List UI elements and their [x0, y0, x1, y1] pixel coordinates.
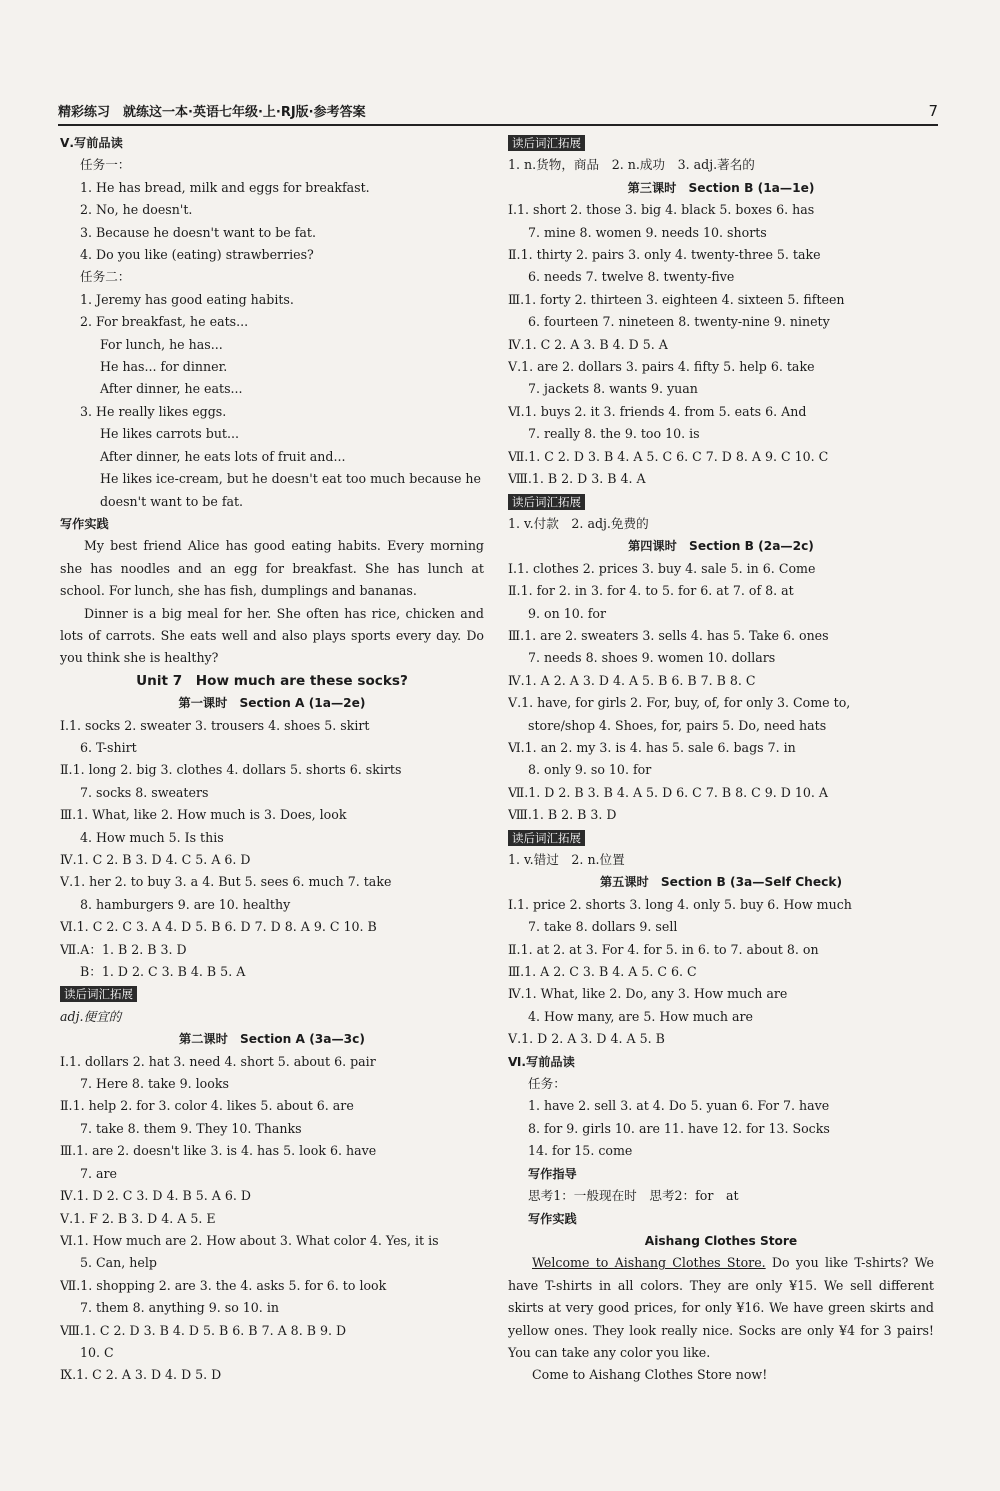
task-label: 任务一：	[80, 157, 131, 173]
vocab-tag: 读后词汇拓展	[508, 494, 585, 510]
answer-line: Ⅲ.1. A 2. C 3. B 4. A 5. C 6. C	[508, 964, 697, 980]
answer-line: 7. socks 8. sweaters	[80, 784, 209, 800]
lesson1-answers	[60, 715, 484, 984]
answer-line: Ⅶ.1. shopping 2. are 3. the 4. asks 5. for 6. to look	[60, 1277, 387, 1293]
answer-line: 7. mine 8. women 9. needs 10. shorts	[528, 224, 767, 240]
answer-line: 10. C	[80, 1344, 114, 1360]
answer-line: After dinner, he eats lots of fruit and...	[100, 448, 346, 464]
lesson2-answers	[60, 1051, 484, 1387]
lesson5-answers	[508, 894, 934, 1051]
answer-line: 5. Can, help	[80, 1255, 157, 1271]
right-column	[508, 132, 934, 1387]
answer-line: Ⅱ.1. at 2. at 3. For 4. for 5. in 6. to 7. about 8. on	[508, 941, 819, 957]
answer-line: Ⅰ.1. socks 2. sweater 3. trousers 4. shoes 5. skirt	[60, 717, 370, 733]
section-heading: Ⅴ.写前品读	[60, 136, 123, 150]
answer-line: store/shop 4. Shoes, for, pairs 5. Do, need hats	[528, 717, 827, 733]
answer-line: 4. How much 5. Is this	[80, 829, 224, 845]
task-label: 任务二：	[80, 269, 131, 285]
vocab-line: 1. n.货物，商品 2. n.成功 3. adj.著名的	[508, 157, 755, 173]
answer-line: 1. He has bread, milk and eggs for breakfast.	[80, 179, 370, 195]
essay-paragraph: My best friend Alice has good eating habits. Every morning she has noodles and an egg for breakfast. She has lunch at school. For lunch, she has fish, dumplings and bananas.	[60, 538, 484, 599]
essay-closing: Come to Aishang Clothes Store now!	[532, 1367, 768, 1383]
vocab-tag: 读后词汇拓展	[60, 986, 137, 1002]
essay-title: Aishang Clothes Store	[644, 1233, 798, 1248]
answer-line: 9. on 10. for	[528, 605, 607, 621]
answer-line: Ⅱ.1. thirty 2. pairs 3. only 4. twenty-three 5. take	[508, 247, 821, 263]
answer-line: 6. T-shirt	[80, 739, 137, 755]
answer-line: Ⅳ.1. D 2. C 3. D 4. B 5. A 6. D	[60, 1188, 251, 1204]
answer-line: Ⅵ.1. C 2. C 3. A 4. D 5. B 6. D 7. D 8. A 9. C 10. B	[60, 919, 377, 935]
page-header	[58, 100, 938, 126]
answer-line: 3. Because he doesn't want to be fat.	[80, 224, 316, 240]
answer-line: Ⅰ.1. price 2. shorts 3. long 4. only 5. buy 6. How much	[508, 896, 852, 912]
page-number: 7	[928, 102, 938, 120]
answer-line: 3. He really likes eggs.	[80, 403, 227, 419]
answer-line: Ⅷ.1. B 2. B 3. D	[508, 807, 617, 823]
answer-line: Ⅵ.1. buys 2. it 3. friends 4. from 5. eats 6. And	[508, 403, 807, 419]
answer-line: Ⅰ.1. clothes 2. prices 3. buy 4. sale 5. in 6. Come	[508, 560, 816, 576]
essay-text: Do you like T-shirts? We have T-shirts in all colors. They are only ¥15. We sell different skirts at very good prices, for only ¥16. We have green skirts and yellow ones. They look really nice. Socks are only ¥4 for 3 pairs! You can take any color you like.	[508, 1255, 934, 1360]
header-title: 精彩练习 就练这一本·英语七年级·上·RJ版·参考答案	[58, 105, 366, 120]
answer-line: Ⅶ.1. D 2. B 3. B 4. A 5. D 6. C 7. B 8. C 9. D 10. A	[508, 784, 829, 800]
answer-line: 7. them 8. anything 9. so 10. in	[80, 1300, 279, 1316]
answer-line: For lunch, he has...	[100, 336, 223, 352]
answer-line: Ⅴ.1. are 2. dollars 3. pairs 4. fifty 5. help 6. take	[508, 359, 815, 375]
answer-line: 4. How many, are 5. How much are	[528, 1008, 753, 1024]
lesson4-answers	[508, 558, 934, 827]
vocab-tag: 读后词汇拓展	[508, 135, 585, 151]
answer-line: Ⅱ.1. for 2. in 3. for 4. to 5. for 6. at 7. of 8. at	[508, 583, 794, 599]
guide-heading: 写作指导	[528, 1166, 577, 1181]
answer-line: Ⅱ.1. long 2. big 3. clothes 4. dollars 5. shorts 6. skirts	[60, 762, 402, 778]
answer-line: 7. really 8. the 9. too 10. is	[528, 426, 700, 442]
answer-line: After dinner, he eats...	[100, 381, 243, 397]
answer-line: 1. have 2. sell 3. at 4. Do 5. yuan 6. For 7. have	[528, 1098, 830, 1114]
answer-line: 7. jackets 8. wants 9. yuan	[528, 381, 698, 397]
answer-line: Ⅰ.1. dollars 2. hat 3. need 4. short 5. about 6. pair	[60, 1053, 376, 1069]
answer-line: 8. only 9. so 10. for	[528, 762, 652, 778]
answer-line: 6. fourteen 7. nineteen 8. twenty-nine 9. ninety	[528, 314, 830, 330]
lesson-title: 第一课时 Section A (1a—2e)	[178, 696, 366, 711]
answer-line: doesn't want to be fat.	[100, 493, 244, 509]
lesson-title: 第五课时 Section B (3a—Self Check)	[599, 875, 843, 890]
answer-line: 7. take 8. them 9. They 10. Thanks	[80, 1120, 302, 1136]
answer-line: 7. take 8. dollars 9. sell	[528, 919, 678, 935]
answer-line: 7. Here 8. take 9. looks	[80, 1076, 229, 1092]
answer-line: He likes carrots but...	[100, 426, 239, 442]
answer-line: Ⅰ.1. short 2. those 3. big 4. black 5. boxes 6. has	[508, 202, 815, 218]
answer-line: Ⅴ.1. have, for girls 2. For, buy, of, for only 3. Come to,	[508, 695, 851, 711]
section-heading: Ⅵ.写前品读	[508, 1054, 575, 1069]
answer-line: He likes ice-cream, but he doesn't eat too much because he	[100, 471, 481, 487]
answer-line: 7. needs 8. shoes 9. women 10. dollars	[528, 650, 776, 666]
answer-line: Ⅸ.1. C 2. A 3. D 4. D 5. D	[60, 1367, 222, 1383]
essay-paragraph	[508, 1252, 934, 1364]
answer-line: 8. hamburgers 9. are 10. healthy	[80, 896, 291, 912]
answer-line: Ⅴ.1. her 2. to buy 3. a 4. But 5. sees 6. much 7. take	[60, 874, 392, 890]
answer-line: Ⅲ.1. forty 2. thirteen 3. eighteen 4. sixteen 5. fifteen	[508, 291, 845, 307]
answer-line: Ⅳ.1. A 2. A 3. D 4. A 5. B 6. B 7. B 8. C	[508, 672, 756, 688]
answer-line: 14. for 15. come	[528, 1143, 633, 1159]
answer-line: Ⅷ.1. C 2. D 3. B 4. D 5. B 6. B 7. A 8. B 9. D	[60, 1322, 347, 1338]
answer-line: 2. For breakfast, he eats...	[80, 314, 249, 330]
answer-line: Ⅲ.1. What, like 2. How much is 3. Does, look	[60, 807, 347, 823]
answer-line: 7. are	[80, 1165, 118, 1181]
answer-line: He has... for dinner.	[100, 359, 228, 375]
answer-line: Ⅴ.1. D 2. A 3. D 4. A 5. B	[508, 1031, 665, 1047]
vocab-line: 1. v.付款 2. adj.免费的	[508, 515, 649, 531]
guide-line: 思考1：一般现在时 思考2：for at	[528, 1188, 739, 1204]
lesson-title: 第三课时 Section B (1a—1e)	[627, 180, 815, 195]
essay-underlined: Welcome to Aishang Clothes Store.	[532, 1255, 766, 1271]
answer-line: 1. Jeremy has good eating habits.	[80, 291, 294, 307]
answer-line: 2. No, he doesn't.	[80, 202, 193, 218]
answer-line: 8. for 9. girls 10. are 11. have 12. for 13. Socks	[528, 1120, 830, 1136]
answer-line: Ⅲ.1. are 2. doesn't like 3. is 4. has 5. look 6. have	[60, 1143, 377, 1159]
answer-line: Ⅴ.1. F 2. B 3. D 4. A 5. E	[60, 1210, 216, 1226]
answer-line: Ⅳ.1. C 2. A 3. B 4. D 5. A	[508, 336, 668, 352]
answer-line: Ⅳ.1. What, like 2. Do, any 3. How much are	[508, 986, 788, 1002]
answer-line: Ⅶ.A：1. B 2. B 3. D	[60, 941, 187, 957]
answer-line: 6. needs 7. twelve 8. twenty-five	[528, 269, 735, 285]
vocab-line: 1. v.错过 2. n.位置	[508, 852, 625, 867]
lesson3-answers	[508, 199, 934, 490]
answer-line: 4. Do you like (eating) strawberries?	[80, 247, 314, 263]
lesson-title: 第四课时 Section B (2a—2c)	[628, 539, 814, 554]
answer-line: Ⅵ.1. How much are 2. How about 3. What color 4. Yes, it is	[60, 1232, 439, 1248]
lesson-title: 第二课时 Section A (3a—3c)	[179, 1032, 365, 1047]
answer-line: Ⅳ.1. C 2. B 3. D 4. C 5. A 6. D	[60, 852, 251, 867]
answer-line: Ⅶ.1. C 2. D 3. B 4. A 5. C 6. C 7. D 8. A 9. C 10. C	[508, 448, 829, 464]
vocab-line: adj.便宜的	[60, 1008, 122, 1024]
answer-line: B：1. D 2. C 3. B 4. B 5. A	[80, 964, 246, 980]
task-label: 任务：	[528, 1076, 566, 1092]
vocab-tag: 读后词汇拓展	[508, 830, 585, 846]
answer-line: Ⅵ.1. an 2. my 3. is 4. has 5. sale 6. bags 7. in	[508, 739, 796, 755]
answer-line: Ⅷ.1. B 2. D 3. B 4. A	[508, 471, 646, 487]
unit-title: Unit 7 How much are these socks?	[136, 672, 408, 689]
writing-heading: 写作实践	[528, 1211, 577, 1226]
left-column	[60, 132, 484, 1387]
answer-line: Ⅱ.1. help 2. for 3. color 4. likes 5. about 6. are	[60, 1098, 354, 1114]
essay-paragraph: Dinner is a big meal for her. She often has rice, chicken and lots of carrots. She eats well and also plays sports every day. Do you think she is healthy?	[60, 605, 484, 666]
writing-heading: 写作实践	[60, 516, 109, 531]
answer-line: Ⅲ.1. are 2. sweaters 3. sells 4. has 5. Take 6. ones	[508, 627, 829, 643]
